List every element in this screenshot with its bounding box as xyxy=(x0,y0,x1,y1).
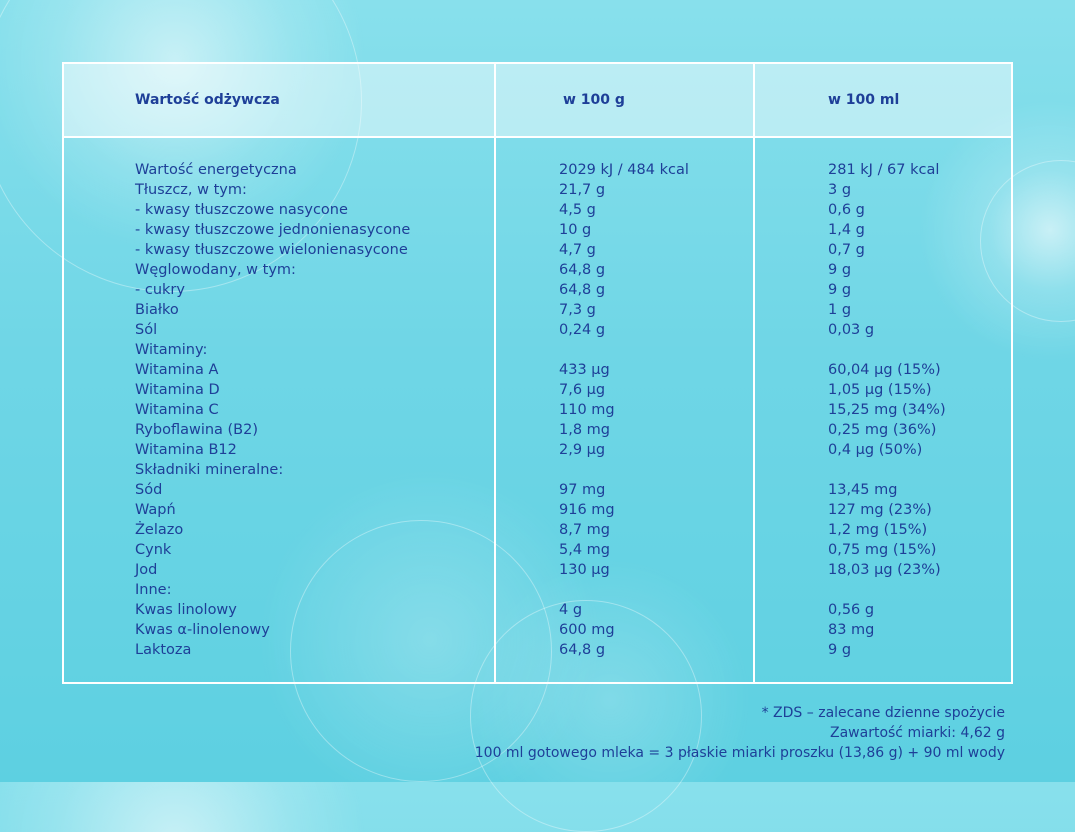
value-per-100ml: 13,45 mg xyxy=(828,482,898,498)
nutrient-name: Witamina C xyxy=(135,402,219,418)
value-per-100g: 21,7 g xyxy=(559,182,606,198)
nutrient-name: - kwasy tłuszczowe jednonienasycone xyxy=(135,222,411,238)
header-nutrient-label: Wartość odżywcza xyxy=(135,92,280,108)
footnotes xyxy=(475,703,1005,763)
value-per-100g: 64,8 g xyxy=(559,282,606,298)
value-per-100g: 433 µg xyxy=(559,362,610,378)
header-per-100g: w 100 g xyxy=(563,92,625,108)
nutrient-name: Cynk xyxy=(135,542,172,558)
nutrient-name: Sód xyxy=(135,482,163,498)
nutrient-name: Wapń xyxy=(135,502,176,518)
value-per-100g: 2,9 µg xyxy=(559,442,606,458)
table-header xyxy=(64,64,1011,138)
value-per-100ml: 60,04 µg (15%) xyxy=(828,362,941,378)
nutrient-name: Żelazo xyxy=(135,522,184,538)
value-per-100g: 64,8 g xyxy=(559,642,606,658)
nutrient-name: Składniki mineralne: xyxy=(135,462,284,478)
value-per-100g: 4,7 g xyxy=(559,242,596,258)
value-per-100g: 4,5 g xyxy=(559,202,596,218)
value-per-100ml: 1,05 µg (15%) xyxy=(828,382,932,398)
nutrient-name: Inne: xyxy=(135,582,172,598)
per-100g-values-column xyxy=(559,160,689,660)
value-per-100ml: 127 mg (23%) xyxy=(828,502,932,518)
value-per-100ml: 0,25 mg (36%) xyxy=(828,422,937,438)
nutrient-name: Kwas linolowy xyxy=(135,602,237,618)
nutrient-name: Węglowodany, w tym: xyxy=(135,262,296,278)
footnote-zds: * ZDS – zalecane dzienne spożycie xyxy=(761,705,1005,721)
nutrient-name: Kwas α-linolenowy xyxy=(135,622,270,638)
header-per-100ml: w 100 ml xyxy=(828,92,900,108)
value-per-100ml xyxy=(828,580,946,600)
value-per-100g xyxy=(559,340,689,360)
value-per-100ml: 9 g xyxy=(828,642,852,658)
nutrient-name: Tłuszcz, w tym: xyxy=(135,182,247,198)
value-per-100ml: 0,4 µg (50%) xyxy=(828,442,923,458)
value-per-100g: 600 mg xyxy=(559,622,615,638)
value-per-100ml: 0,6 g xyxy=(828,202,865,218)
value-per-100g: 1,8 mg xyxy=(559,422,610,438)
value-per-100ml: 9 g xyxy=(828,282,852,298)
value-per-100g: 5,4 mg xyxy=(559,542,610,558)
value-per-100ml: 1 g xyxy=(828,302,852,318)
column-divider xyxy=(753,64,755,682)
nutrient-name: Ryboflawina (B2) xyxy=(135,422,259,438)
per-100ml-values-column xyxy=(828,160,946,660)
value-per-100ml: 18,03 µg (23%) xyxy=(828,562,941,578)
nutrient-name: Sól xyxy=(135,322,158,338)
value-per-100ml: 0,7 g xyxy=(828,242,865,258)
value-per-100g: 8,7 mg xyxy=(559,522,610,538)
value-per-100g: 0,24 g xyxy=(559,322,606,338)
value-per-100g: 2029 kJ / 484 kcal xyxy=(559,162,689,178)
nutrient-names-column xyxy=(135,160,410,660)
nutrition-table xyxy=(62,62,1013,684)
value-per-100g: 64,8 g xyxy=(559,262,606,278)
value-per-100g: 916 mg xyxy=(559,502,615,518)
nutrient-name: Witaminy: xyxy=(135,342,208,358)
value-per-100g: 4 g xyxy=(559,602,583,618)
value-per-100g xyxy=(559,580,689,600)
value-per-100ml: 15,25 mg (34%) xyxy=(828,402,946,418)
column-divider xyxy=(494,64,496,682)
value-per-100g: 10 g xyxy=(559,222,592,238)
nutrient-name: Jod xyxy=(135,562,158,578)
nutrient-name: Wartość energetyczna xyxy=(135,162,297,178)
value-per-100ml xyxy=(828,460,946,480)
value-per-100g: 7,3 g xyxy=(559,302,596,318)
nutrient-name: Białko xyxy=(135,302,179,318)
value-per-100ml: 83 mg xyxy=(828,622,875,638)
nutrient-name: Witamina A xyxy=(135,362,219,378)
value-per-100ml: 3 g xyxy=(828,182,852,198)
value-per-100ml: 1,4 g xyxy=(828,222,865,238)
value-per-100g: 110 mg xyxy=(559,402,615,418)
nutrient-name: - kwasy tłuszczowe wielonienasycone xyxy=(135,242,408,258)
value-per-100ml: 0,56 g xyxy=(828,602,875,618)
nutrient-name: - kwasy tłuszczowe nasycone xyxy=(135,202,348,218)
value-per-100g: 7,6 µg xyxy=(559,382,606,398)
footnote-scoop-content: Zawartość miarki: 4,62 g xyxy=(830,725,1005,741)
value-per-100ml: 0,03 g xyxy=(828,322,875,338)
value-per-100ml: 281 kJ / 67 kcal xyxy=(828,162,940,178)
value-per-100g xyxy=(559,460,689,480)
nutrient-name: - cukry xyxy=(135,282,185,298)
value-per-100ml: 1,2 mg (15%) xyxy=(828,522,928,538)
value-per-100ml xyxy=(828,340,946,360)
nutrient-name: Witamina B12 xyxy=(135,442,237,458)
value-per-100ml: 0,75 mg (15%) xyxy=(828,542,937,558)
footnote-preparation: 100 ml gotowego mleka = 3 płaskie miarki proszku (13,86 g) + 90 ml wody xyxy=(474,745,1005,761)
value-per-100ml: 9 g xyxy=(828,262,852,278)
nutrient-name: Laktoza xyxy=(135,642,192,658)
value-per-100g: 130 µg xyxy=(559,562,610,578)
value-per-100g: 97 mg xyxy=(559,482,606,498)
nutrient-name: Witamina D xyxy=(135,382,220,398)
